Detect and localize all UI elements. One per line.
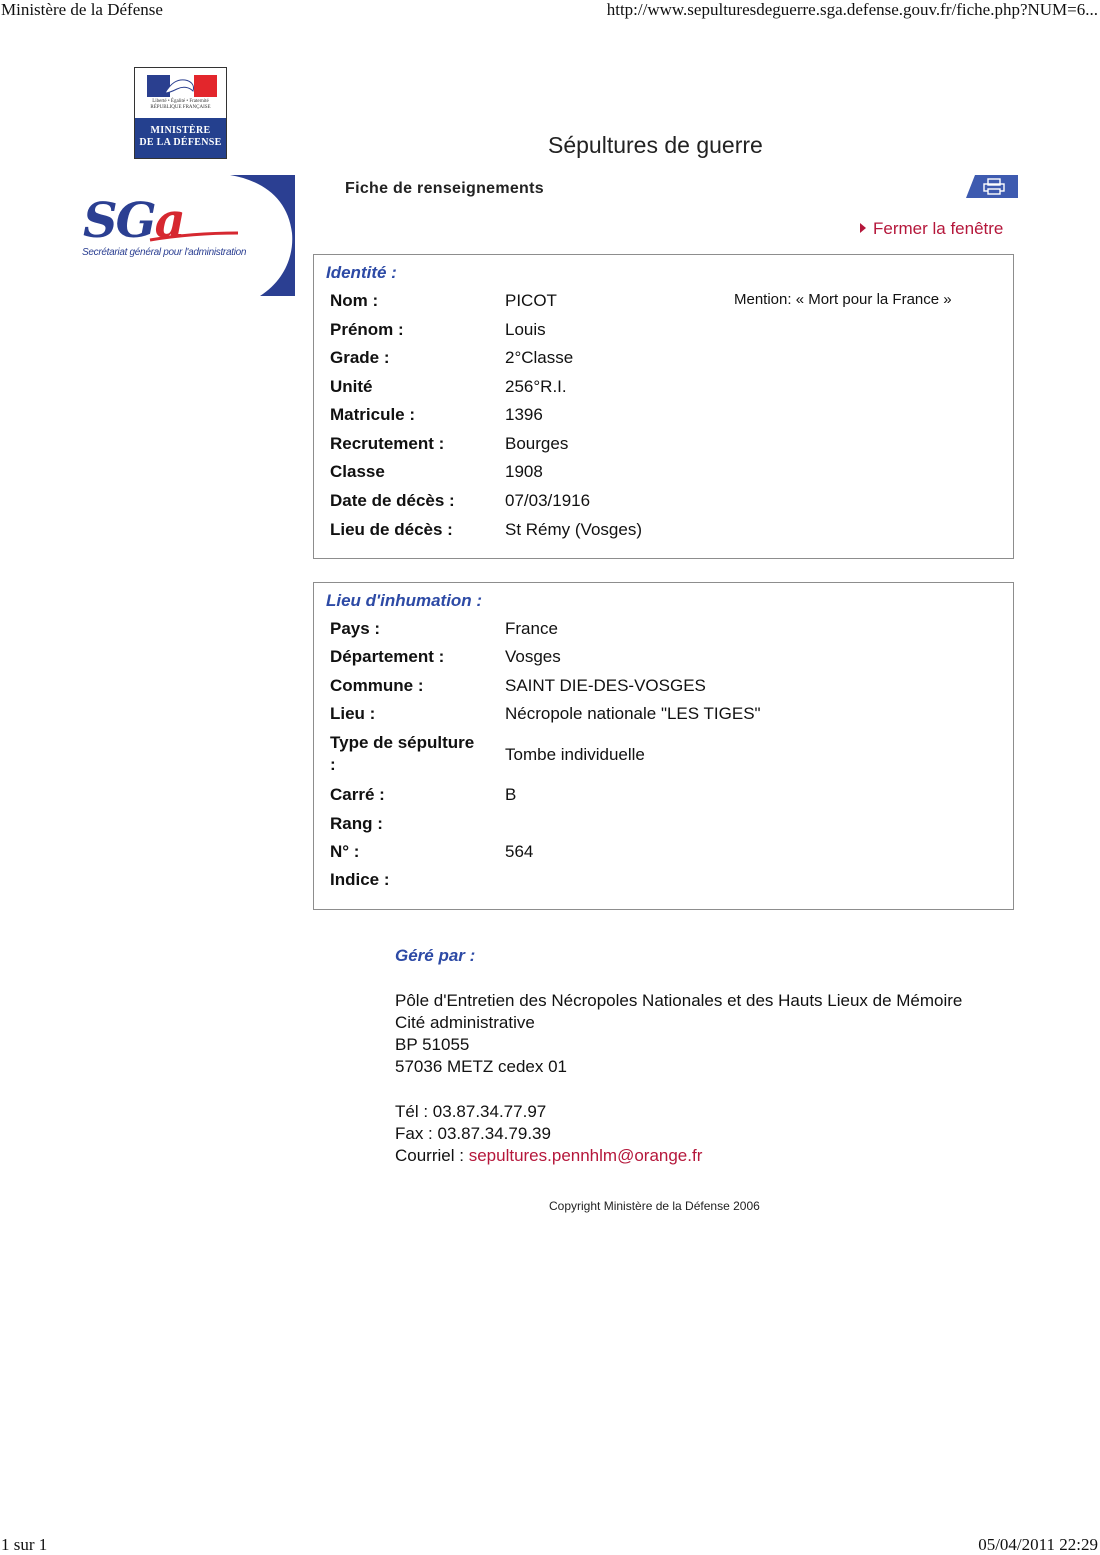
identite-value-nom: PICOT [505,291,557,310]
courriel-label: Courriel : [395,1146,464,1165]
inhum-label-rang: Rang : [330,814,383,833]
gere-par-address3: 57036 METZ cedex 01 [395,1057,567,1076]
inhumation-panel [313,582,1014,910]
inhum-label-indice: Indice : [330,870,390,889]
sga-letters: SGa [83,193,184,249]
sga-subtitle: Secrétariat général pour l'administration [82,247,247,258]
identite-label-prenom: Prénom : [330,320,404,339]
inhum-label-numero: N° : [330,842,360,861]
inhum-label-type-sepulture: Type de sépulture [330,733,475,752]
marianne-profile-icon [163,77,197,95]
inhum-value-carre: B [505,785,517,804]
close-window-label: Fermer la fenêtre [873,219,1004,238]
identite-label-grade: Grade : [330,348,390,367]
ministere-line2: DE LA DÉFENSE [139,137,222,148]
identite-value-lieu-deces: St Rémy (Vosges) [505,520,642,539]
print-button[interactable] [966,175,1018,198]
identite-label-matricule: Matricule : [330,405,416,424]
gere-par-address2: BP 51055 [395,1035,470,1054]
gere-par-tel: Tél : 03.87.34.77.97 [395,1102,547,1121]
identite-value-recrutement: Bourges [505,434,569,453]
inhum-value-commune: SAINT DIE-DES-VOSGES [505,676,706,695]
inhum-value-lieu: Nécropole nationale "LES TIGES" [505,704,761,723]
identite-label-nom: Nom : [330,291,379,310]
inhum-value-pays: France [505,619,558,638]
arrow-right-icon [860,223,866,233]
copyright-text: Copyright Ministère de la Défense 2006 [549,1199,760,1213]
inhum-label-carre: Carré : [330,785,385,804]
identite-panel [313,254,1014,559]
ministere-logo [134,67,227,159]
printer-icon [983,178,1005,195]
marianne-flag [135,68,226,118]
identite-label-date-deces: Date de décès : [330,491,455,510]
mention-text: Mention: « Mort pour la France » [734,291,952,308]
inhum-label-pays: Pays : [330,619,381,638]
identite-value-unite: 256°R.I. [505,377,567,396]
identite-label-classe: Classe [330,462,385,481]
inhum-label-departement: Département : [330,647,445,666]
gere-par-org: Pôle d'Entretien des Nécropoles Nationales et des Hauts Lieux de Mémoire [395,991,963,1010]
gere-par-title: Géré par : [395,946,476,965]
inhum-label-commune: Commune : [330,676,424,695]
gere-par-fax: Fax : 03.87.34.79.39 [395,1124,551,1143]
identite-label-recrutement: Recrutement : [330,434,445,453]
gere-par-courriel-row [395,1146,702,1166]
sga-logo [80,175,296,297]
print-header-url: http://www.sepulturesdeguerre.sga.defense.gouv.fr/fiche.php?NUM=6... [606,0,1098,19]
republique-text: Liberté • Égalité • Fraternité RÉPUBLIQUE FRANÇAISE [150,99,211,110]
inhum-label-lieu: Lieu : [330,704,376,723]
print-header-title: Ministère de la Défense [1,0,163,19]
inhumation-title: Lieu d'inhumation : [326,591,483,610]
fiche-title: Fiche de renseignements [345,180,544,197]
identite-value-matricule: 1396 [505,405,543,424]
identite-value-prenom: Louis [505,320,546,339]
print-footer-datetime: 05/04/2011 22:29 [978,1535,1098,1554]
site-title: Sépultures de guerre [548,132,763,158]
courriel-email-link[interactable]: sepultures.pennhlm@orange.fr [468,1146,703,1165]
ministere-label [135,118,226,158]
inhum-value-type-sepulture: Tombe individuelle [505,745,645,764]
close-window-link[interactable] [860,219,1003,239]
identite-value-date-deces: 07/03/1916 [505,491,591,510]
print-footer-page: 1 sur 1 [1,1535,48,1554]
inhum-value-departement: Vosges [505,647,561,666]
gere-par-address1: Cité administrative [395,1013,535,1032]
inhum-value-numero: 564 [505,842,534,861]
identite-value-classe: 1908 [505,462,543,481]
ministere-line1: MINISTÈRE [150,125,211,136]
identite-title: Identité : [326,263,397,282]
identite-label-unite: Unité [330,377,373,396]
identite-label-lieu-deces: Lieu de décès : [330,520,453,539]
identite-value-grade: 2°Classe [505,348,574,367]
inhum-label-type-sepulture-colon: : [330,755,336,774]
